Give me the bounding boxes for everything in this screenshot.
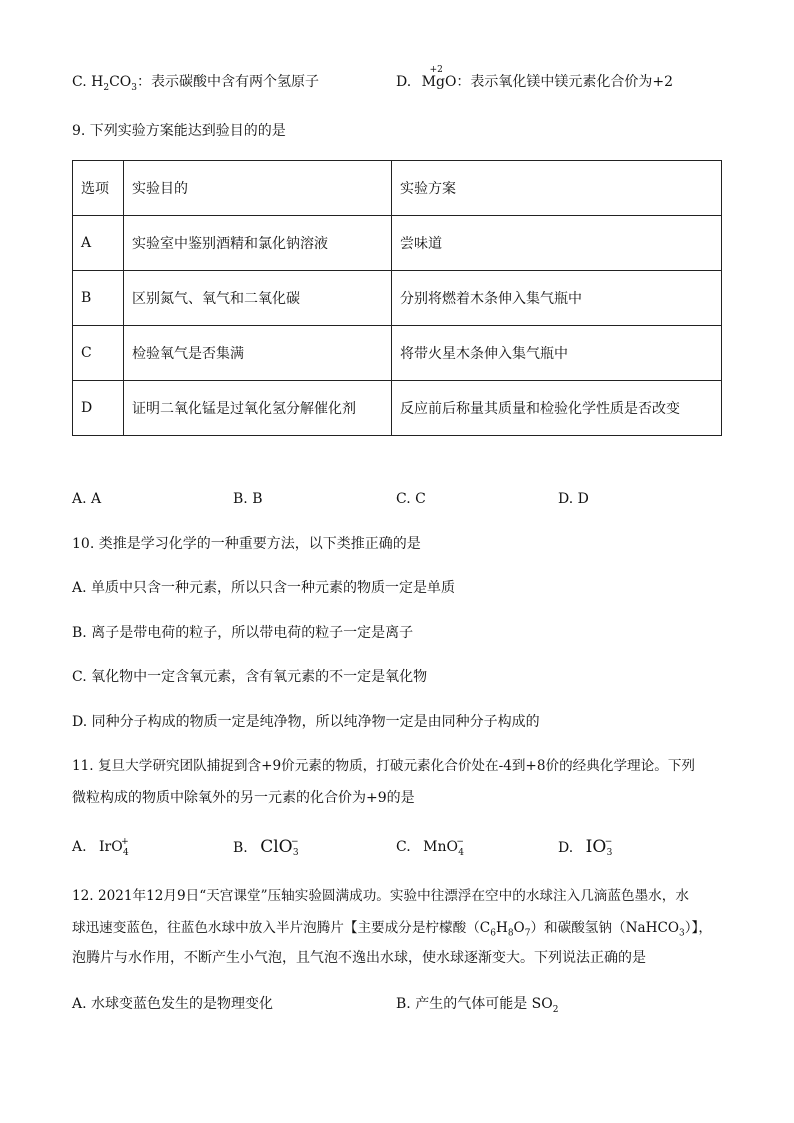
q9-option-b: B. B xyxy=(233,491,263,507)
table-cell: C xyxy=(73,326,124,381)
table-cell: 实验室中鉴别酒精和氯化钠溶液 xyxy=(124,216,392,271)
table-row xyxy=(73,271,722,326)
q9-stem: 9. 下列实验方案能达到验目的的是 xyxy=(72,123,286,139)
q12-line3: 泡腾片与水作用，不断产生小气泡，且气泡不逸出水球，使水球逐渐变大。下列说法正确的是 xyxy=(72,950,646,966)
experiment-table xyxy=(72,160,722,436)
table-cell: 将带火星木条伸入集气瓶中 xyxy=(392,326,722,381)
table-row xyxy=(73,216,722,271)
q12-option-a: A. 水球变蓝色发生的是物理变化 xyxy=(72,996,274,1012)
q11-option-d: D. IO − 3 xyxy=(558,837,613,858)
q12-line1: 12. 2021年12月9日“天宫课堂”压轴实验圆满成功。实验中往漂浮在空中的水球注入几滴蓝色墨水，水 xyxy=(72,888,689,904)
table-cell: B xyxy=(73,271,124,326)
table-row xyxy=(73,326,722,381)
q10-option-d: D. 同种分子构成的物质一定是纯净物，所以纯净物一定是由同种分子构成的 xyxy=(72,714,540,730)
table-row xyxy=(73,381,722,436)
q8-option-d: D. +2 MgO：表示氧化镁中镁元素化合价为+2 xyxy=(396,65,674,90)
q10-option-b: B. 离子是带电荷的粒子，所以带电荷的粒子一定是离子 xyxy=(72,625,414,641)
table-cell: 分别将燃着木条伸入集气瓶中 xyxy=(392,271,722,326)
q9-option-d: D. D xyxy=(558,491,589,507)
q11-stem-line2: 微粒构成的物质中除氧外的另一元素的化合价为+9的是 xyxy=(72,790,415,806)
q8-option-c: C. $H_2CO_3$：表示碳酸中含有两个氢原子 xyxy=(72,74,319,93)
q11-option-a: A. IrO + 4 xyxy=(72,837,129,858)
table-header-cell: 实验目的 xyxy=(124,161,392,216)
q12-option-b: B. 产生的气体可能是 $SO_2$ xyxy=(396,996,559,1015)
q9-option-a: A. A xyxy=(72,491,102,507)
q11-option-c: C. MnO − 4 xyxy=(396,837,464,858)
q11-stem-line1: 11. 复旦大学研究团队捕捉到含+9价元素的物质，打破元素化合价处在-4到+8价的经典化学理论。下列 xyxy=(72,758,696,774)
table-cell: 检验氧气是否集满 xyxy=(124,326,392,381)
q9-option-c: C. C xyxy=(396,491,426,507)
q12-line2: 球迅速变蓝色，往蓝色水球中放入半片泡腾片【主要成分是柠檬酸$(C_6H_8O_7)$和碳酸氢钠（NaHCO$_3$）】， xyxy=(72,920,712,939)
q10-option-a: A. 单质中只含一种元素，所以只含一种元素的物质一定是单质 xyxy=(72,580,456,596)
q10-stem: 10. 类推是学习化学的一种重要方法，以下类推正确的是 xyxy=(72,536,421,552)
table-header-row xyxy=(73,161,722,216)
table-cell: 反应前后称量其质量和检验化学性质是否改变 xyxy=(392,381,722,436)
q11-option-b: B. ClO − 3 xyxy=(233,837,299,858)
table-cell: 证明二氧化锰是过氧化氢分解催化剂 xyxy=(124,381,392,436)
table-cell: 区别氮气、氧气和二氧化碳 xyxy=(124,271,392,326)
table-cell: A xyxy=(73,216,124,271)
table-cell: D xyxy=(73,381,124,436)
table-cell: 尝味道 xyxy=(392,216,722,271)
q10-option-c: C. 氧化物中一定含氧元素，含有氧元素的不一定是氧化物 xyxy=(72,669,428,685)
table-header-cell: 实验方案 xyxy=(392,161,722,216)
table-header-cell: 选项 xyxy=(73,161,124,216)
